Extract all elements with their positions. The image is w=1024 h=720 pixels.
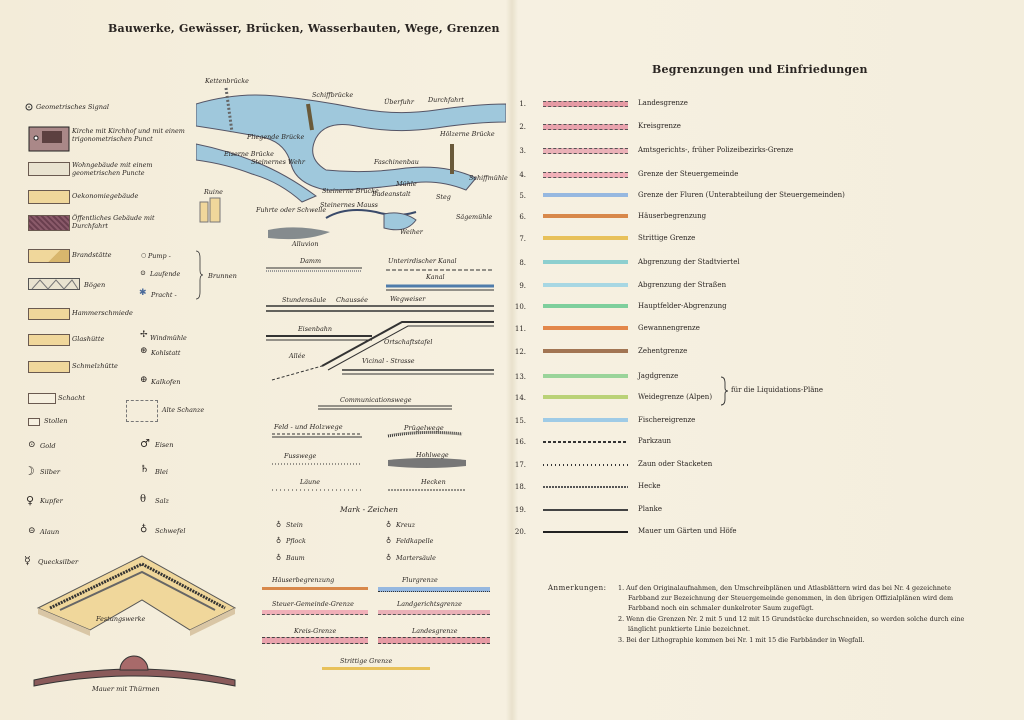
- road-label: Stundensäule: [282, 296, 327, 304]
- boundary-line-sample: [543, 193, 628, 197]
- boundary-label: Hauptfelder-Abgrenzung: [638, 302, 727, 310]
- boundary-line-sample: [543, 172, 628, 178]
- salt-icon: θ: [140, 494, 147, 505]
- boundary-sample-label: Kreis-Grenze: [294, 627, 337, 635]
- map-label: Steg: [436, 193, 451, 201]
- boundary-line-sample: [543, 349, 628, 353]
- symbol-label: Schwefel: [155, 527, 186, 535]
- boundary-sample-label: Flurgrenze: [402, 576, 438, 584]
- map-label: Alluvion: [292, 240, 319, 248]
- boundary-line-sample: [543, 374, 628, 378]
- mark-label: Pflock: [286, 537, 306, 545]
- economy-building-swatch: [28, 190, 70, 204]
- map-label: Steinerne Brücke: [322, 187, 379, 195]
- path-label: Läune: [300, 478, 321, 486]
- tree-icon: ♁: [276, 553, 282, 561]
- boundary-number: 15.: [514, 417, 526, 425]
- boundary-number: 17.: [514, 461, 526, 469]
- symbol-label: Pracht -: [151, 291, 177, 299]
- path-label: Prügelwege: [404, 424, 444, 432]
- map-label: Steinernes Wehr: [251, 158, 305, 166]
- symbol-label: Alaun: [40, 528, 60, 536]
- symbol-label: Wohngebäude mit einem geometrischen Puncte: [72, 161, 153, 177]
- boundary-sample-label: Strittige Grenze: [340, 657, 393, 665]
- symbol-label: Kohlstatt: [151, 349, 181, 357]
- map-label: Fliegende Brücke: [247, 133, 305, 141]
- note-line: länglicht punktierte Linie bezeichnet.: [628, 625, 750, 633]
- map-label: Mühle: [396, 180, 417, 188]
- path-label: Hecken: [421, 478, 446, 486]
- symbol-label: Bögen: [84, 281, 106, 289]
- mercury-icon: ☿: [24, 554, 31, 567]
- boundary-sample-line: [322, 667, 430, 670]
- iron-icon: ♂: [140, 437, 150, 450]
- symbol-label: Öffentliches Gebäude mit Durchfahrt: [72, 214, 155, 230]
- map-label: Sägemühle: [456, 213, 493, 221]
- running-well-icon: ⊙: [140, 269, 146, 277]
- boundary-sample-line: [262, 637, 368, 644]
- right-heading: Begrenzungen und Einfriedungen: [652, 63, 868, 76]
- alum-icon: ⊝: [28, 526, 36, 536]
- boundary-label: Fischereigrenze: [638, 416, 696, 424]
- road-label: Chaussée: [336, 296, 369, 304]
- brunnen-label: Brunnen: [208, 272, 237, 280]
- boundary-number: 12.: [514, 348, 526, 356]
- map-label: Ruine: [204, 188, 223, 196]
- boundary-number: 19.: [514, 506, 526, 514]
- martyr-column-icon: ♁: [386, 553, 392, 561]
- church-icon: [28, 126, 70, 152]
- boundary-line-sample: [543, 418, 628, 422]
- mark-label: Stein: [286, 521, 303, 529]
- map-label: Badeanstalt: [372, 190, 411, 198]
- symbol-label: Gold: [40, 442, 56, 450]
- boundary-sample-line: [262, 610, 368, 615]
- map-label: Eiserne Brücke: [224, 150, 274, 158]
- copper-icon: ♀: [26, 494, 35, 507]
- boundary-line-sample: [543, 441, 628, 443]
- boundary-line-sample: [543, 464, 628, 466]
- left-heading: Bauwerke, Gewässer, Brücken, Wasserbauten, Wege, Grenzen: [108, 22, 500, 35]
- burnt-site-swatch: [28, 249, 70, 263]
- map-label: Hölzerne Brücke: [440, 130, 495, 138]
- boundary-label: Grenze der Fluren (Unterabteilung der Steuergemeinden): [638, 191, 845, 199]
- boundary-number: 9.: [519, 282, 526, 290]
- fortification-label: Festungswerke: [96, 615, 146, 623]
- boundary-line-sample: [543, 214, 628, 218]
- mark-label: Baum: [286, 554, 305, 562]
- boundary-number: 10.: [514, 303, 526, 311]
- mark-label: Kreuz: [396, 521, 416, 529]
- note-line: Farbband noch ein schmaler dunkelroter Saum zugefügt.: [628, 604, 814, 612]
- map-label: Fuhrte oder Schwelle: [256, 206, 327, 214]
- symbol-label: Schacht: [58, 394, 85, 402]
- note-line: 2. Wenn die Grenzen Nr. 2 mit 5 und 12 mit 15 Grundstücke durchschneiden, so werden solche durch eine: [618, 615, 965, 623]
- geometric-signal-icon: [22, 100, 36, 114]
- boundary-label: Abgrenzung der Stadtviertel: [638, 258, 740, 266]
- symbol-label: Silber: [40, 468, 61, 476]
- boundary-sample-line: [262, 587, 368, 590]
- symbol-label: Laufende: [150, 270, 181, 278]
- symbol-label: Alte Schanze: [162, 406, 205, 414]
- boundary-line-sample: [543, 509, 628, 511]
- boundary-label: Jagdgrenze: [638, 372, 679, 380]
- smelter-swatch: [28, 361, 70, 373]
- note-line: Farbband zur Bezeichnung der Steuergemeinde genommen, in den übrigen Offizialplänen wird dem: [628, 594, 954, 602]
- boundary-number: 3.: [519, 147, 526, 155]
- glassworks-swatch: [28, 334, 70, 346]
- symbol-label: Hammerschmiede: [72, 309, 133, 317]
- boundary-line-sample: [543, 395, 628, 399]
- boundary-label: Abgrenzung der Straßen: [638, 281, 727, 289]
- lime-kiln-icon: ⊕: [140, 375, 148, 385]
- boundary-number: 1.: [519, 100, 526, 108]
- boundary-sample-line: [378, 587, 490, 592]
- boundary-number: 13.: [514, 373, 526, 381]
- road-label: Communicationswege: [340, 396, 412, 404]
- post-icon: ♁: [276, 536, 282, 544]
- boundary-line-sample: [543, 148, 628, 154]
- brace-icon: [719, 376, 729, 406]
- boundary-line-sample: [543, 260, 628, 264]
- boundary-line-sample: [543, 283, 628, 287]
- old-redoubt-icon: [126, 400, 158, 422]
- symbol-label: Quecksilber: [38, 558, 79, 566]
- path-label: Feld - und Holzwege: [274, 423, 343, 431]
- boundary-number: 6.: [519, 213, 526, 221]
- gold-icon: ⊙: [28, 440, 36, 450]
- boundary-label: Zaun oder Stacketen: [638, 460, 713, 468]
- boundary-sample-label: Steuer-Gemeinde-Grenze: [272, 600, 354, 608]
- pump-well-icon: ○: [141, 252, 147, 259]
- road-label: Ortschaftstafel: [384, 338, 433, 346]
- boundary-number: 2.: [519, 123, 526, 131]
- boundary-label: Strittige Grenze: [638, 234, 696, 242]
- arches-icon: [28, 278, 80, 290]
- boundary-line-sample: [543, 101, 628, 107]
- boundary-number: 20.: [514, 528, 526, 536]
- brace-label: für die Liquidations-Pläne: [731, 386, 824, 394]
- boundary-number: 4.: [519, 171, 526, 179]
- boundary-label: Grenze der Steuergemeinde: [638, 170, 739, 178]
- ornamental-fountain-icon: ✱: [139, 288, 147, 298]
- road-label: Eisenbahn: [298, 325, 333, 333]
- road-label: Wegweiser: [390, 295, 426, 303]
- boundary-label: Parkzaun: [638, 437, 672, 445]
- map-label: Schiffbrücke: [312, 91, 354, 99]
- symbol-label: Kalkofen: [151, 378, 181, 386]
- symbol-label: Windmühle: [150, 334, 187, 342]
- symbol-label: Eisen: [155, 441, 174, 449]
- boundary-number: 8.: [519, 259, 526, 267]
- hammer-smithy-swatch: [28, 308, 70, 320]
- symbol-label: Stollen: [44, 417, 68, 425]
- boundary-label: Zehentgrenze: [638, 347, 688, 355]
- boundary-label: Weidegrenze (Alpen): [638, 393, 713, 401]
- symbol-label: Oekonomiegebäude: [72, 192, 139, 200]
- symbol-label: Kirche mit Kirchhof und mit einem trigonometrischen Punct: [72, 127, 185, 143]
- map-label: Steinernes Mauss: [320, 201, 378, 209]
- road-label: Kanal: [426, 273, 445, 281]
- map-label: Kettenbrücke: [205, 77, 249, 85]
- road-label: Unterirdischer Kanal: [388, 257, 457, 265]
- boundary-label: Amtsgerichts-, früher Polizeibezirks-Grenze: [638, 146, 794, 154]
- boundary-sample-line: [378, 610, 490, 615]
- boundary-number: 14.: [514, 394, 526, 402]
- boundary-line-sample: [543, 326, 628, 330]
- symbol-label: Kupfer: [40, 497, 63, 505]
- boundary-number: 18.: [514, 483, 526, 491]
- note-line: 3. Bei der Lithographie kommen bei Nr. 1 mit 15 die Farbbänder in Wegfall.: [618, 636, 865, 644]
- boundary-line-sample: [543, 531, 628, 533]
- boundary-label: Planke: [638, 505, 663, 513]
- lead-icon: ♄: [140, 464, 149, 475]
- path-label: Fusswege: [284, 452, 317, 460]
- map-label: Durchfahrt: [428, 96, 464, 104]
- shaft-swatch: [28, 393, 56, 404]
- sulphur-icon: ♁: [140, 523, 148, 534]
- charcoal-site-icon: ⊛: [140, 346, 148, 356]
- road-label: Allée: [289, 352, 306, 360]
- cross-icon: ♁: [386, 520, 392, 528]
- boundary-sample-label: Häuserbegrenzung: [272, 576, 335, 584]
- public-building-swatch: [28, 215, 70, 231]
- boundary-number: 5.: [519, 192, 526, 200]
- fortification-drawing: [30, 548, 240, 698]
- map-label: Faschinenbau: [374, 158, 419, 166]
- boundary-label: Hecke: [638, 482, 661, 490]
- boundary-number: 7.: [519, 235, 526, 243]
- residential-building-swatch: [28, 162, 70, 176]
- boundary-line-sample: [543, 304, 628, 308]
- chapel-icon: ♁: [386, 536, 392, 544]
- path-label: Hohlwege: [416, 451, 449, 459]
- symbol-label: Schmelzhütte: [72, 362, 118, 370]
- boundary-label: Häuserbegrenzung: [638, 212, 707, 220]
- mark-heading: Mark - Zeichen: [340, 505, 398, 514]
- boundary-line-sample: [543, 124, 628, 130]
- symbol-label: Salz: [155, 497, 170, 505]
- boundary-label: Kreisgrenze: [638, 122, 681, 130]
- windmill-icon: ✢: [140, 330, 148, 340]
- brace-icon: [195, 250, 203, 300]
- symbol-label: Brandstätte: [72, 251, 112, 259]
- boundary-label: Mauer um Gärten und Höfe: [638, 527, 737, 535]
- symbol-label: Pump -: [148, 252, 171, 260]
- boundary-sample-label: Landesgrenze: [412, 627, 458, 635]
- boundary-number: 16.: [514, 438, 526, 446]
- boundary-number: 11.: [514, 325, 526, 333]
- stone-icon: ♁: [276, 520, 282, 528]
- map-label: Weiher: [400, 228, 423, 236]
- note-line: 1. Auf den Originalaufnahmen, den Umschreibplänen und Atlasblättern wird das bei Nr. 4 gezeichnete: [618, 584, 952, 592]
- mark-label: Martersäule: [396, 554, 436, 562]
- road-label: Vicinal - Strasse: [362, 357, 415, 365]
- symbol-label: Blei: [155, 468, 168, 476]
- symbol-label: Geometrisches Signal: [36, 103, 110, 111]
- symbol-label: Glashütte: [72, 335, 105, 343]
- boundary-sample-line: [378, 637, 490, 644]
- boundary-label: Landesgrenze: [638, 99, 688, 107]
- boundary-sample-label: Landgerichtsgrenze: [397, 600, 462, 608]
- boundary-line-sample: [543, 486, 628, 488]
- boundary-line-sample: [543, 236, 628, 240]
- map-label: Schiffmühle: [469, 174, 508, 182]
- map-label: Überfuhr: [384, 98, 414, 106]
- wall-label: Mauer mit Thürmen: [92, 685, 160, 693]
- boundary-label: Gewannengrenze: [638, 324, 700, 332]
- silver-icon: ☽: [24, 464, 35, 478]
- notes-heading: Anmerkungen:: [548, 584, 607, 592]
- road-label: Damm: [300, 257, 322, 265]
- tunnel-swatch: [28, 418, 40, 426]
- mark-label: Feldkapelle: [396, 537, 434, 545]
